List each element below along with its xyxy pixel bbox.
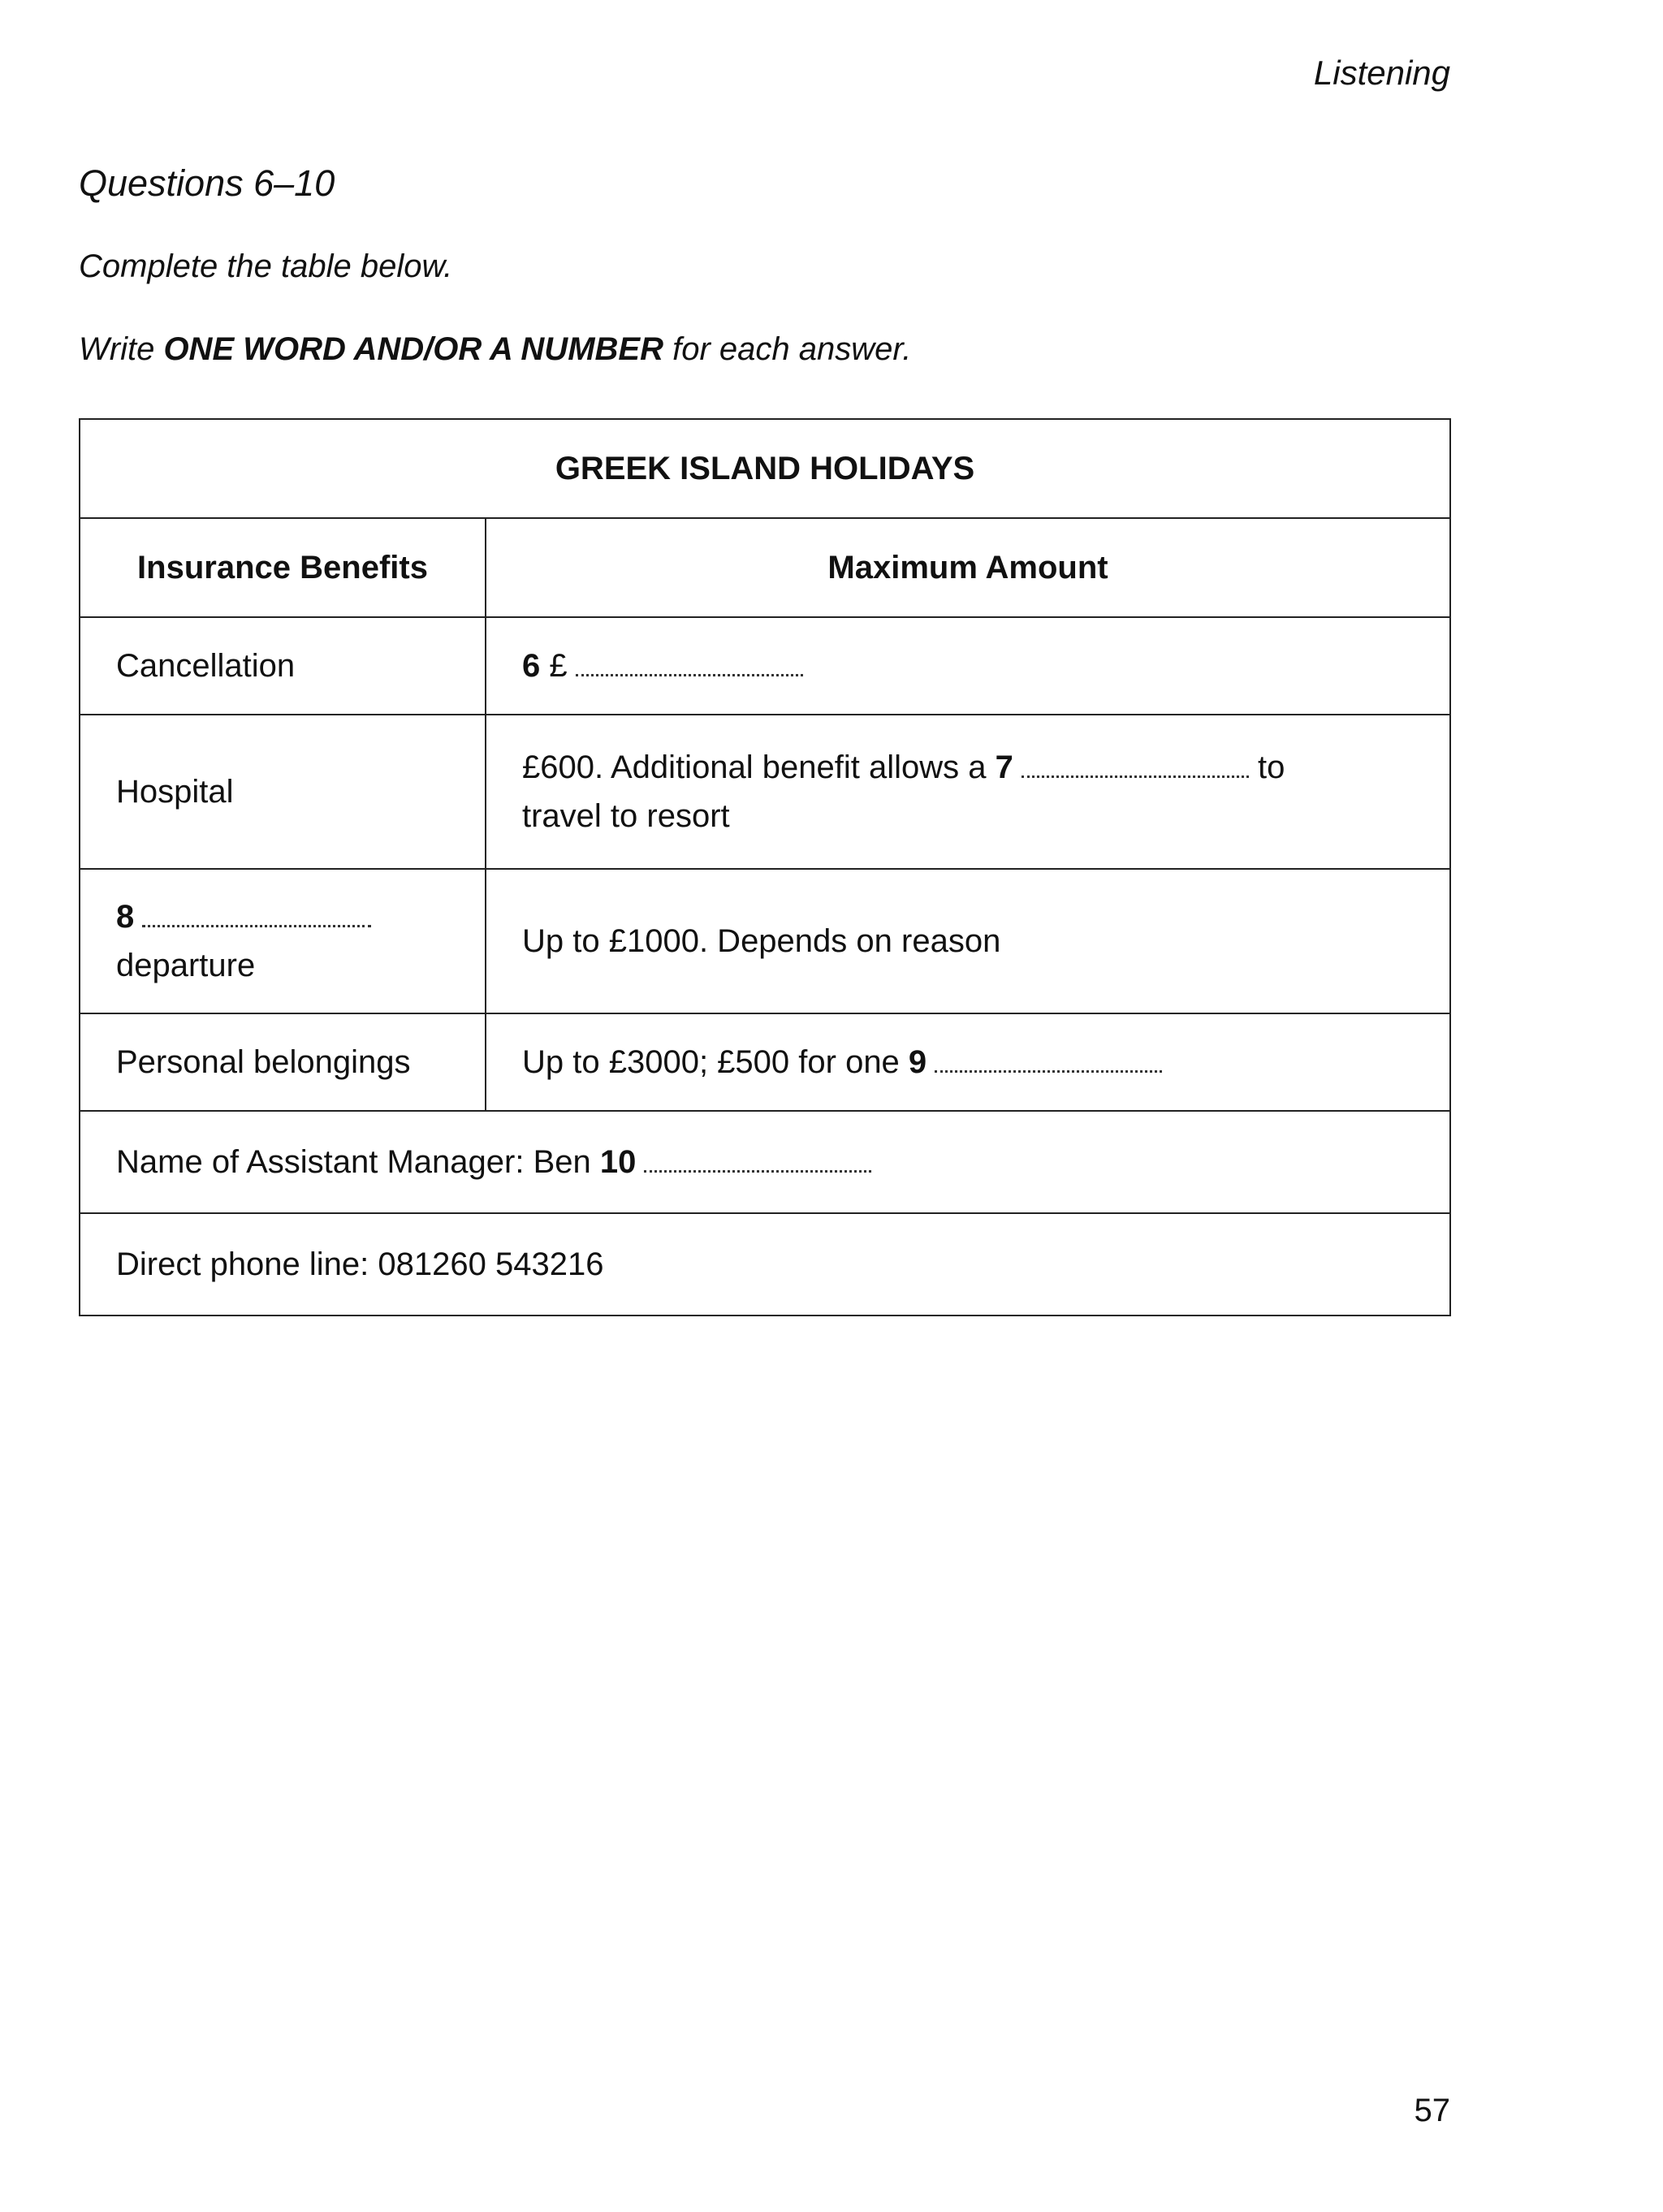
table-row [80,715,1450,869]
question-number-8: 8 [116,899,135,935]
answer-blank-6[interactable] [576,650,803,676]
benefit-text-line2: departure [116,948,256,983]
notes-table [79,418,1451,1316]
answer-blank-7[interactable] [1022,751,1249,778]
question-number-7: 7 [995,750,1013,785]
amount-cell [486,1013,1450,1111]
benefit-cell: Personal belongings [80,1013,486,1111]
table-row [80,1111,1450,1213]
table-title: GREEK ISLAND HOLIDAYS [80,419,1450,518]
questions-title: Questions 6–10 [79,162,335,204]
amount-currency: £ [540,648,568,684]
answer-blank-8[interactable] [142,901,371,927]
manager-cell [80,1111,1450,1213]
answer-blank-9[interactable] [935,1046,1162,1073]
benefit-cell: Cancellation [80,617,486,715]
benefit-cell [80,869,486,1013]
instruction-complete-table: Complete the table below. [79,248,453,284]
question-number-9: 9 [908,1044,927,1080]
question-number-10: 10 [599,1144,637,1180]
amount-cell [486,715,1450,869]
benefit-cell: Hospital [80,715,486,869]
header-insurance-benefits: Insurance Benefits [80,518,486,617]
answer-blank-10[interactable] [644,1146,871,1173]
amount-text-after: to [1248,750,1285,785]
instruction-word-limit-bold: ONE WORD AND/OR A NUMBER [163,331,663,367]
table-row [80,1013,1450,1111]
amount-text: Up to £3000; £500 for one [522,1044,909,1080]
table-header-row [80,518,1450,617]
phone-cell: Direct phone line: 081260 543216 [80,1213,1450,1316]
amount-cell: Up to £1000. Depends on reason [486,869,1450,1013]
table-row [80,869,1450,1013]
page-number: 57 [1414,2093,1450,2128]
table-title-row [80,419,1450,518]
table-row [80,617,1450,715]
question-number-6: 6 [522,648,541,684]
instruction-word-limit [79,331,911,368]
instruction-word-limit-pre: Write [79,331,164,367]
section-label: Listening [1313,54,1450,92]
instruction-word-limit-post: for each answer. [663,331,912,367]
manager-text: Name of Assistant Manager: Ben [116,1144,600,1180]
amount-text: £600. Additional benefit allows a [522,750,996,785]
amount-text-line2: travel to resort [522,798,730,834]
header-maximum-amount: Maximum Amount [486,518,1450,617]
amount-cell [486,617,1450,715]
table-row [80,1213,1450,1316]
